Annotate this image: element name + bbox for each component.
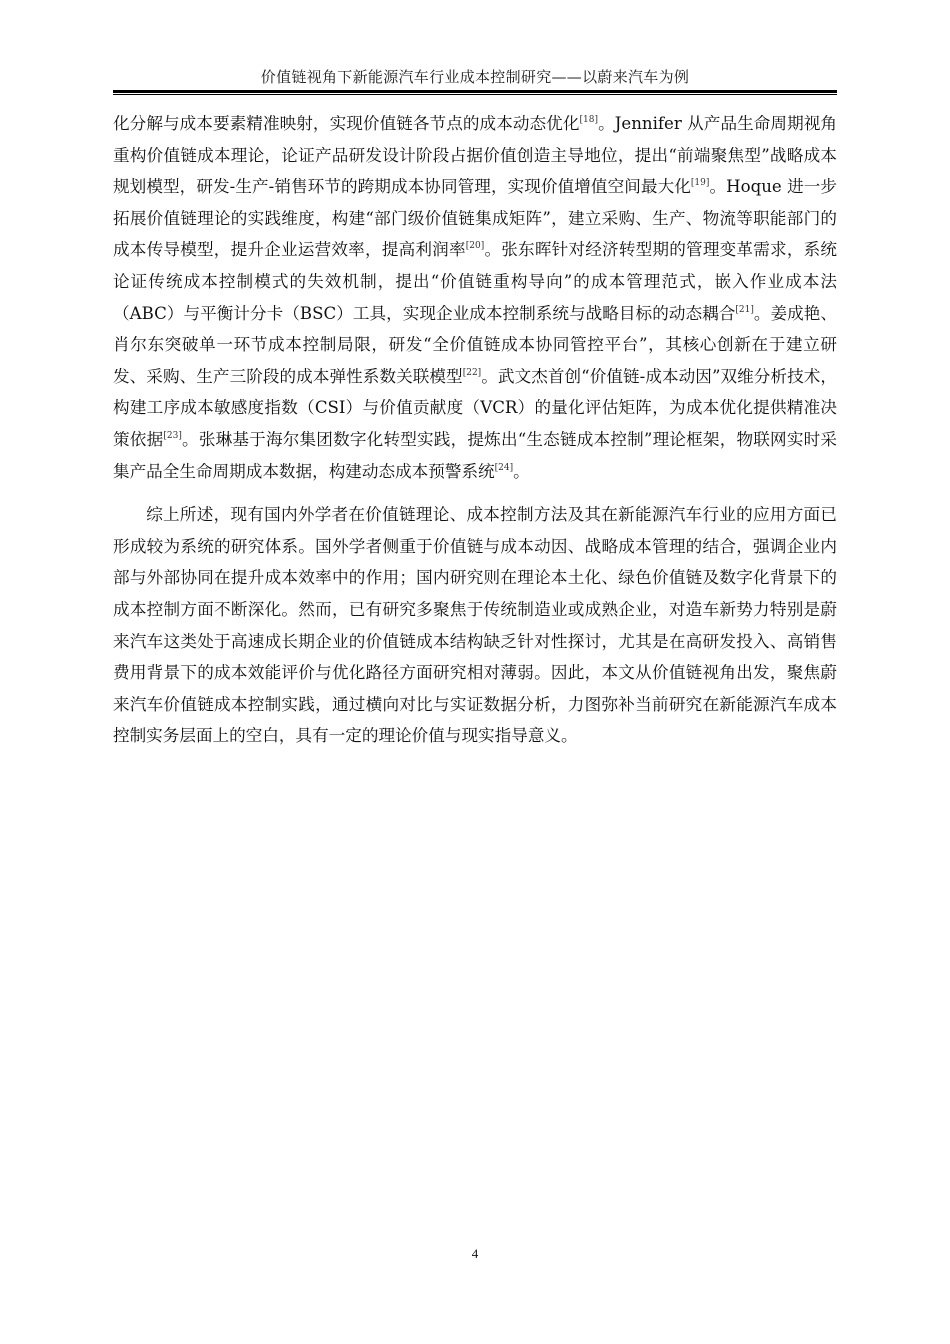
citation-21: [21]	[735, 304, 754, 315]
text-run: 。张琳基于海尔集团数字化转型实践，提炼出“生态链成本控制”理论框架，物联网实时采集产品全生命周期成本数据，构建动态成本预警系统	[113, 429, 838, 481]
citation-22: [22]	[462, 367, 482, 378]
text-run: 综上所述，现有国内外学者在价值链理论、成本控制方法及其在新能源汽车行业的应用方面已形成较为系统的研究体系。国外学者侧重于价值链与成本动因、战略成本管理的结合，强调企业内部与外部协同在提升成本效率中的作用；国内研究则在理论本土化、绿色价值链及数字化背景下的成本控制方面不断深化。然而，已有研究多聚焦于传统制造业或成熟企业，对造车新势力特别是蔚来汽车这类处于高速成长期企业的价值链成本结构缺乏针对性探讨，尤其是在高研发投入、高销售费用背景下的成本效能评价与优化路径方面研究相对薄弱。因此，本文从价值链视角出发，聚焦蔚来汽车价值链成本控制实践，通过横向对比与实证数据分析，力图弥补当前研究在新能源汽车成本控制实务层面上的空白，具有一定的理论价值与现实指导意义。	[113, 505, 837, 746]
citation-18: [18]	[579, 115, 598, 125]
running-header: 价值链视角下新能源汽车行业成本控制研究——以蔚来汽车为例	[260, 68, 690, 86]
citation-19: [19]	[690, 178, 710, 189]
citation-23: [23]	[163, 430, 182, 441]
paragraph-summary	[113, 499, 837, 752]
text-run: 化分解与成本要素精准映射，实现价值链各节点的成本动态优化	[113, 114, 580, 133]
citation-24: [24]	[494, 462, 514, 473]
header-rule-thick	[113, 90, 837, 93]
text-run: 。姜成艳、肖尔东突破单一环节成本控制局限，研发“全价值链成本协同管控平台”，其核心创新在于建立研发、采购、生产三阶段的成本弹性系数关联模型	[113, 303, 838, 386]
text-run: 。	[513, 461, 530, 481]
text-run: 。武文杰首创“价值链-成本动因”双维分析技术，构建工序成本敏感度指数（CSI）与价值贡献度（VCR）的量化评估矩阵，为成本优化提供精准决策依据	[113, 366, 838, 449]
text-run: 。Jennifer 从产品生命周期视角重构价值链成本理论，论证产品研发设计阶段占据价值创造主导地位，提出“前端聚焦型”战略成本规划模型，研发-生产-销售环节的跨期成本协同管理，实现价值增值空间最大化	[113, 114, 837, 197]
citation-20: [20]	[465, 241, 485, 252]
text-run: 。Hoque 进一步拓展价值链理论的实践维度，构建“部门级价值链集成矩阵”，建立采购、生产、物流等职能部门的成本传导模型，提升企业运营效率，提高利润率	[113, 177, 837, 260]
text-run: 。张东晖针对经济转型期的管理变革需求，系统论证传统成本控制模式的失效机制，提出“价值链重构导向”的成本管理范式，嵌入作业成本法（ABC）与平衡计分卡（BSC）工具，实现企业成本控制系统与战略目标的动态耦合	[113, 240, 838, 323]
page-number: 4	[471, 1246, 479, 1261]
body-text	[113, 108, 837, 752]
paragraph-literature-review	[113, 108, 837, 487]
header-rule-thin	[113, 94, 837, 95]
